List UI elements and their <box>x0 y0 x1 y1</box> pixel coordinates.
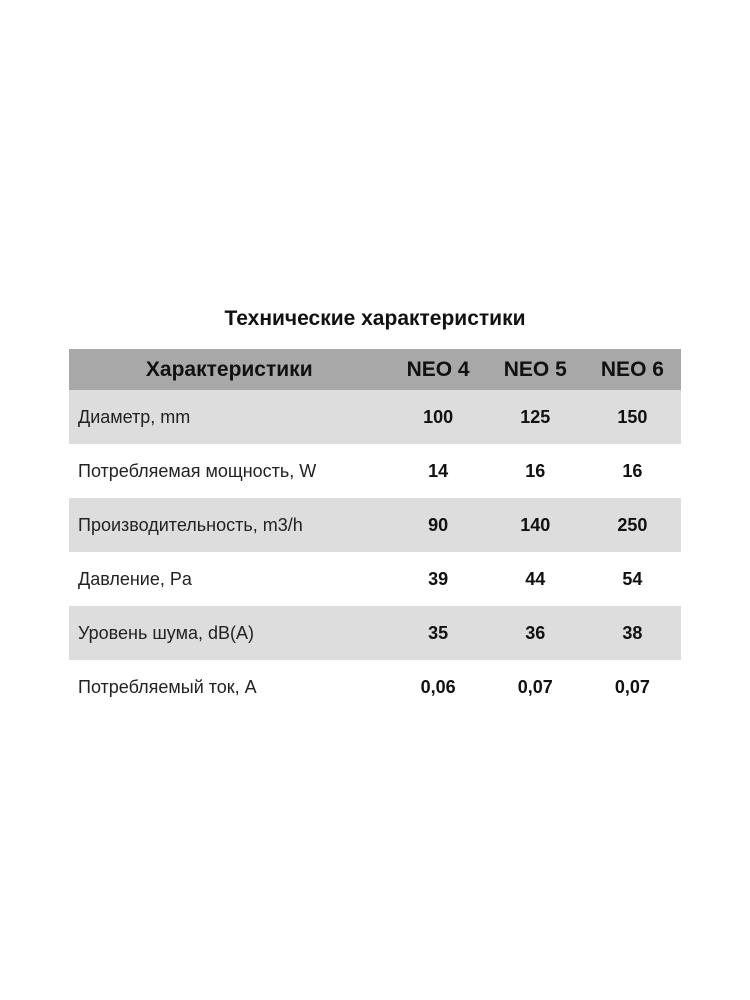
cell-value: 0,07 <box>614 676 650 697</box>
specifications-table <box>69 349 681 714</box>
cell-value: 0,06 <box>420 676 456 697</box>
cell-value: 39 <box>428 568 449 589</box>
header-model-neo4: NEO 4 <box>390 349 487 390</box>
cell-value: 38 <box>584 606 681 660</box>
cell-value: 36 <box>487 606 584 660</box>
cell-value: 0,07 <box>517 676 553 697</box>
table-header-row <box>69 349 681 390</box>
cell-value: 16 <box>622 460 643 481</box>
cell-value: 35 <box>390 606 487 660</box>
page-title: Технические характеристики <box>224 307 526 330</box>
cell-value: 140 <box>487 498 584 552</box>
row-label: Потребляемый ток, A <box>78 676 257 697</box>
header-model-neo6: NEO 6 <box>584 349 681 390</box>
row-label: Диаметр, mm <box>69 390 390 444</box>
header-model-neo5: NEO 5 <box>487 349 584 390</box>
cell-value: 54 <box>622 568 643 589</box>
cell-value: 14 <box>428 460 449 481</box>
table-row <box>69 552 681 606</box>
cell-value: 100 <box>390 390 487 444</box>
row-label: Потребляемая мощность, W <box>78 460 317 481</box>
row-label: Уровень шума, dB(A) <box>69 606 390 660</box>
table-row <box>69 498 681 552</box>
header-characteristics: Характеристики <box>69 349 390 390</box>
cell-value: 90 <box>390 498 487 552</box>
table-row <box>69 660 681 714</box>
table-row <box>69 390 681 444</box>
cell-value: 125 <box>487 390 584 444</box>
table-row <box>69 444 681 498</box>
cell-value: 250 <box>584 498 681 552</box>
row-label: Давление, Pa <box>78 568 192 589</box>
table-row <box>69 606 681 660</box>
cell-value: 150 <box>584 390 681 444</box>
cell-value: 44 <box>525 568 546 589</box>
cell-value: 16 <box>525 460 546 481</box>
row-label: Производительность, m3/h <box>69 498 390 552</box>
